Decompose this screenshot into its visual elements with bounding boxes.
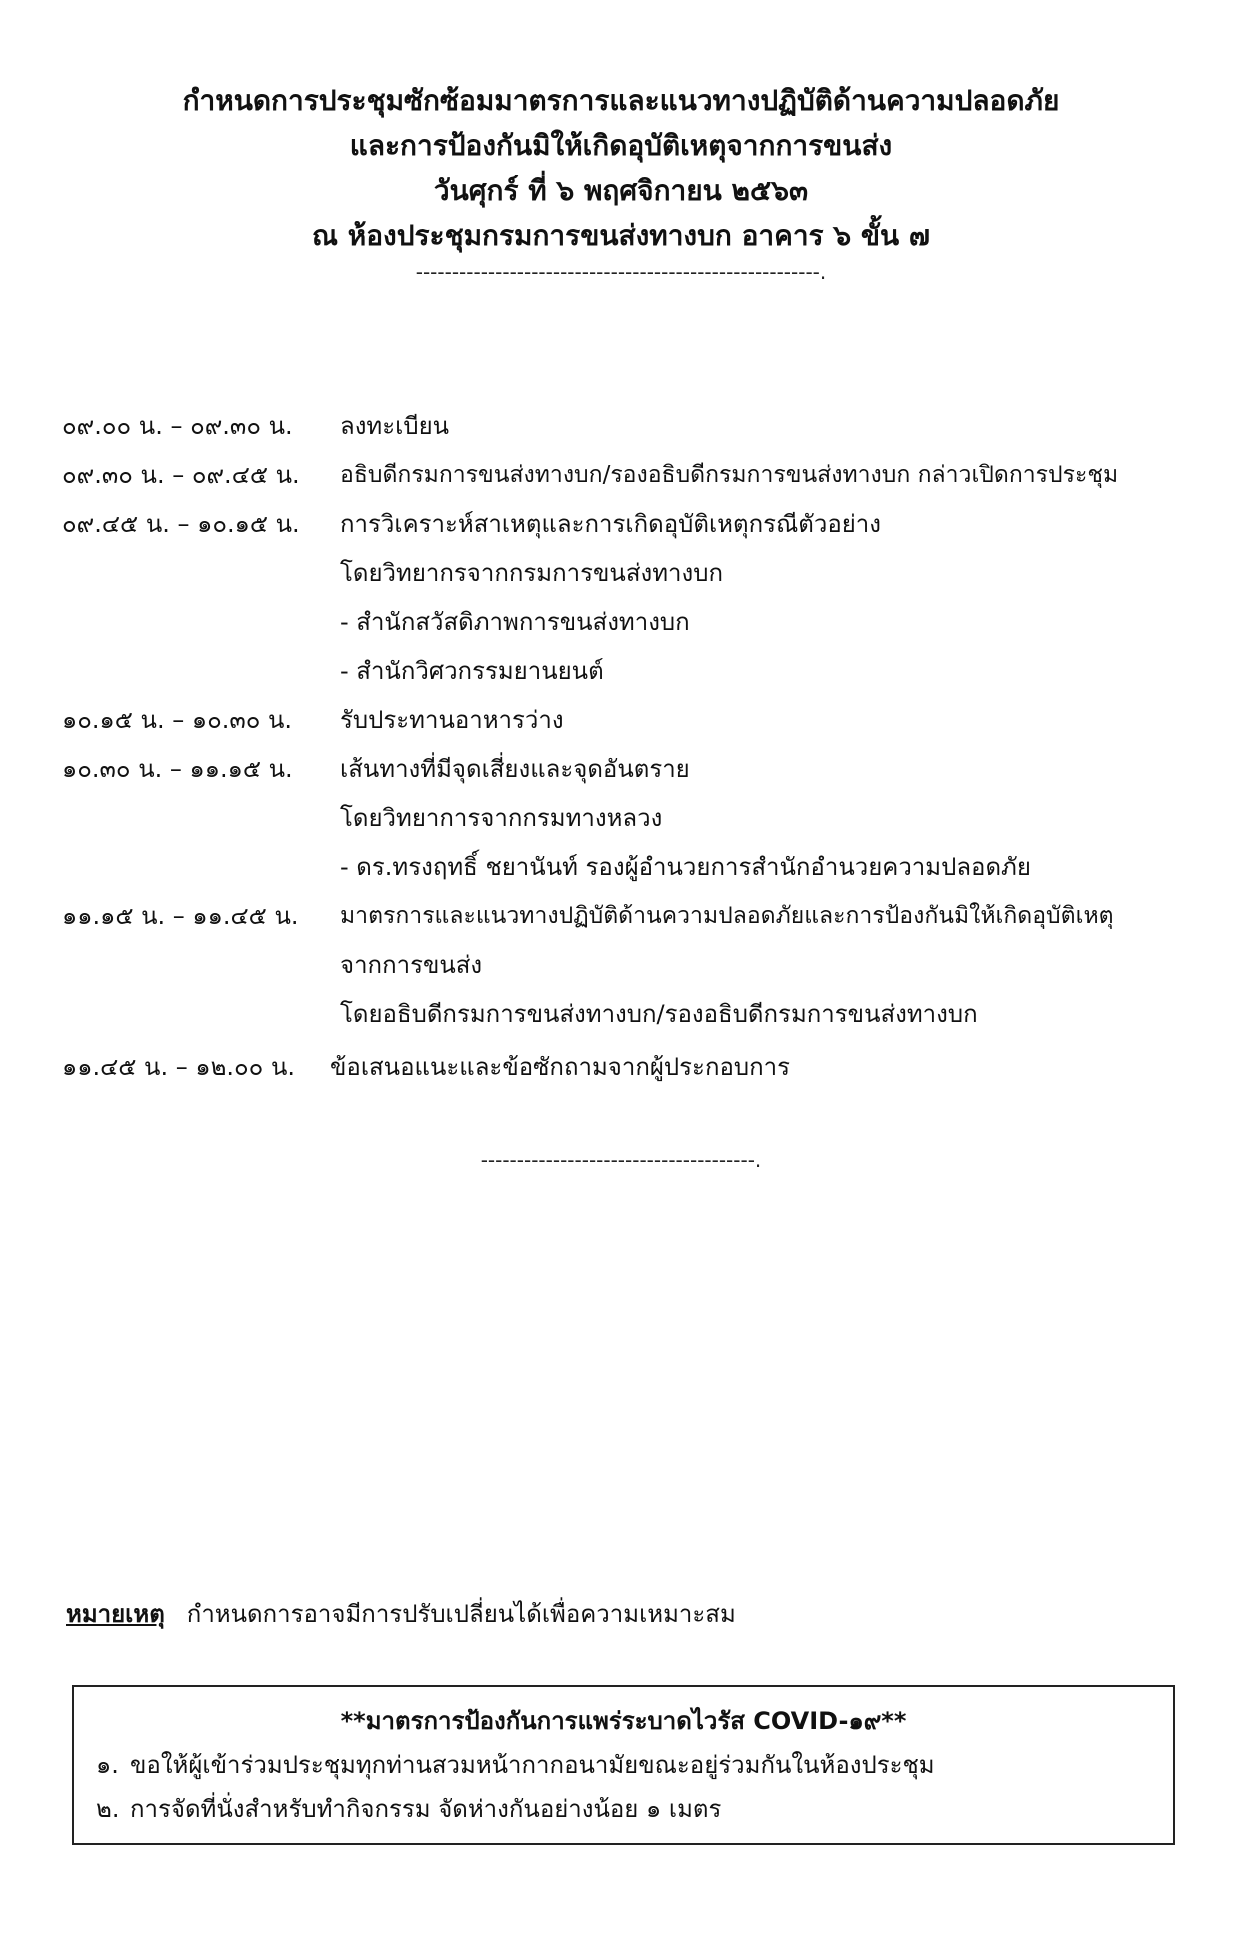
agenda-row bbox=[62, 892, 1182, 1039]
covid-box-title: **มาตรการป้องกันการแพร่ระบาดไวรัส COVID-๑๙** bbox=[340, 1707, 907, 1735]
agenda-list bbox=[62, 402, 1182, 1092]
end-divider: --------------------------------------. bbox=[480, 1148, 762, 1172]
agenda-time: ๑๐.๓๐ น. – ๑๑.๑๕ น. bbox=[62, 755, 293, 783]
agenda-sub-item: - สำนักสวัสดิภาพการขนส่งทางบก bbox=[340, 608, 690, 636]
remark bbox=[66, 1594, 736, 1633]
item-number: ๒. bbox=[96, 1795, 120, 1823]
agenda-content bbox=[340, 696, 1182, 745]
agenda-time: ๐๙.๔๕ น. – ๑๐.๑๕ น. bbox=[62, 510, 300, 538]
agenda-row bbox=[62, 1043, 1182, 1092]
agenda-line: ลงทะเบียน bbox=[340, 412, 450, 440]
agenda-content bbox=[330, 1043, 1182, 1092]
agenda-time: ๑๐.๑๕ น. – ๑๐.๓๐ น. bbox=[62, 706, 293, 734]
agenda-content bbox=[340, 745, 1182, 892]
document-header bbox=[0, 78, 1242, 286]
title-date: วันศุกร์ ที่ ๖ พฤศจิกายน ๒๕๖๓ bbox=[433, 174, 809, 207]
item-text: ขอให้ผู้เข้าร่วมประชุมทุกท่านสวมหน้ากากอนามัยขณะอยู่ร่วมกันในห้องประชุม bbox=[130, 1751, 935, 1779]
remark-label: หมายเหตุ bbox=[66, 1600, 165, 1628]
agenda-content bbox=[340, 402, 1182, 451]
agenda-line: โดยอธิบดีกรมการขนส่งทางบก/รองอธิบดีกรมการขนส่งทางบก bbox=[340, 1000, 978, 1028]
agenda-time: ๑๑.๔๕ น. – ๑๒.๐๐ น. bbox=[62, 1053, 295, 1081]
agenda-row bbox=[62, 696, 1182, 745]
remark-text: กำหนดการอาจมีการปรับเปลี่ยนได้เพื่อความเหมาะสม bbox=[186, 1600, 736, 1628]
title-venue: ณ ห้องประชุมกรมการขนส่งทางบก อาคาร ๖ ขั้น ๗ bbox=[312, 219, 930, 252]
agenda-line: อธิบดีกรมการขนส่งทางบก/รองอธิบดีกรมการขนส่งทางบก กล่าวเปิดการประชุม bbox=[340, 462, 1119, 488]
agenda-sub-item: - สำนักวิศวกรรมยานยนต์ bbox=[340, 657, 604, 685]
agenda-line: ข้อเสนอแนะและข้อซักถามจากผู้ประกอบการ bbox=[330, 1053, 791, 1081]
title-line-1: กำหนดการประชุมซักซ้อมมาตรการและแนวทางปฏิบัติด้านความปลอดภัย bbox=[182, 84, 1060, 117]
agenda-time: ๑๑.๑๕ น. – ๑๑.๔๕ น. bbox=[62, 902, 299, 930]
title-line-2: และการป้องกันมิให้เกิดอุบัติเหตุจากการขนส่ง bbox=[349, 129, 893, 162]
agenda-row bbox=[62, 451, 1182, 500]
agenda-row bbox=[62, 745, 1182, 892]
agenda-line: การวิเคราะห์สาเหตุและการเกิดอุบัติเหตุกรณีตัวอย่าง bbox=[340, 510, 881, 538]
covid-measures-box bbox=[72, 1685, 1175, 1845]
agenda-line: มาตรการและแนวทางปฏิบัติด้านความปลอดภัยและการป้องกันมิให้เกิดอุบัติเหตุ bbox=[340, 903, 1114, 929]
item-text: การจัดที่นั่งสำหรับทำกิจกรรม จัดห่างกันอย่างน้อย ๑ เมตร bbox=[130, 1795, 722, 1823]
agenda-sub-item: - ดร.ทรงฤทธิ์ ชยานันท์ รองผู้อำนวยการสำนักอำนวยความปลอดภัย bbox=[340, 853, 1031, 881]
covid-measure-item bbox=[96, 1743, 1151, 1787]
agenda-content bbox=[340, 892, 1182, 1039]
agenda-line: โดยวิทยากรจากกรมการขนส่งทางบก bbox=[340, 559, 723, 587]
agenda-line: โดยวิทยาการจากกรมทางหลวง bbox=[340, 804, 663, 832]
agenda-line: จากการขนส่ง bbox=[340, 951, 483, 979]
covid-measure-item bbox=[96, 1787, 1151, 1831]
item-number: ๑. bbox=[96, 1751, 119, 1779]
agenda-line: เส้นทางที่มีจุดเสี่ยงและจุดอันตราย bbox=[340, 755, 690, 783]
agenda-time: ๐๙.๐๐ น. – ๐๙.๓๐ น. bbox=[62, 412, 293, 440]
agenda-line: รับประทานอาหารว่าง bbox=[340, 706, 564, 734]
header-divider: --------------------------------------------------------. bbox=[415, 260, 827, 284]
agenda-content bbox=[340, 500, 1182, 696]
agenda-time: ๐๙.๓๐ น. – ๐๙.๔๕ น. bbox=[62, 461, 300, 489]
agenda-row bbox=[62, 402, 1182, 451]
agenda-row bbox=[62, 500, 1182, 696]
agenda-content bbox=[340, 451, 1182, 500]
